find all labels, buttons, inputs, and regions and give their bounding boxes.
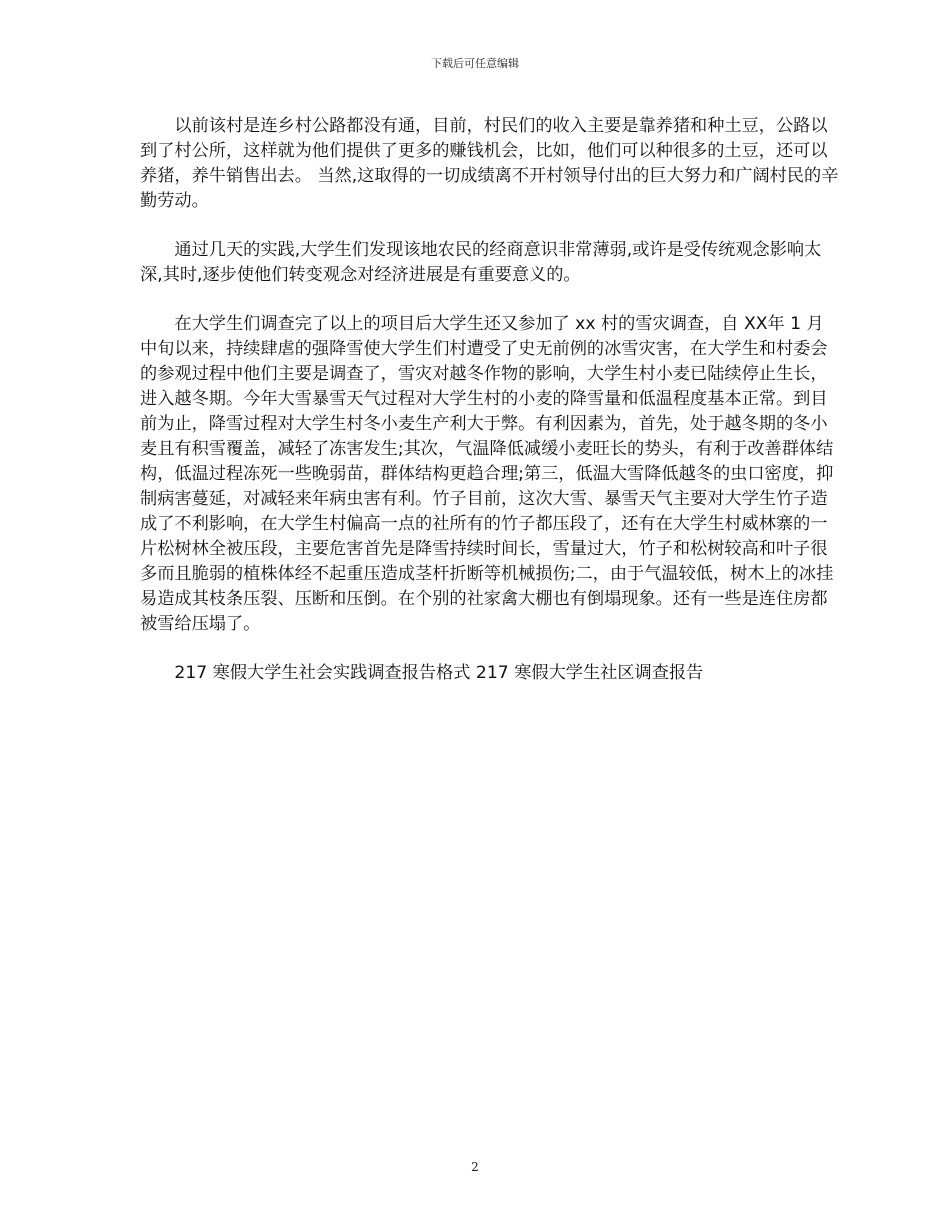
page-number: 2 xyxy=(471,1160,479,1174)
document-body xyxy=(140,114,840,710)
paragraph-business-awareness: 通过几天的实践,大学生们发现该地农民的经商意识非常薄弱,或许是受传统观念影响太深,其时,逐步使他们转变观念对经济进展是有重要意义的。 xyxy=(140,240,822,285)
paragraph-snow-disaster: 在大学生们调查完了以上的项目后大学生还又参加了 xx 村的雪灾调查，自 XX年 1 月中旬以来，持续肆虐的强降雪使大学生们村遭受了史无前例的冰雪灾害，在大学生和村委会的参观过程中他们主要是调查了，雪灾对越冬作物的影响，大学生村小麦已陆续停止生长，进入越冬期。今年大雪暴雪天气过程对大学生村的小麦的降雪量和低温程度基本正常。到目前为止，降雪过程对大学生村冬小麦生产利大于弊。有利因素为，首先，处于越冬期的冬小麦且有积雪覆盖，减轻了冻害发生;其次，气温降低减缓小麦旺长的势头，有利于改善群体结构，低温过程冻死一些晚弱苗，群体结构更趋合理;第三，低温大雪降低越冬的虫口密度，抑制病害蔓延，对减轻来年病虫害有利。竹子目前，这次大雪、暴雪天气主要对大学生竹子造成了不利影响，在大学生村偏高一点的社所有的竹子都压段了，还有在大学生村威林寨的一片松树林全被压段，主要危害首先是降雪持续时间长，雪量过大，竹子和松树较高和叶子很多而且脆弱的植株体经不起重压造成茎杆折断等机械损伤;二，由于气温较低，树木上的冰挂易造成其枝条压裂、压断和压倒。在个别的社家禽大棚也有倒塌现象。还有一些是连住房都被雪给压塌了。 xyxy=(140,314,834,634)
paragraph-report-title: 217 寒假大学生社会实践调查报告格式 217 寒假大学生社区调查报告 xyxy=(174,663,704,683)
page-header: 下载后可任意编辑 xyxy=(431,57,519,70)
paragraph-village-income: 以前该村是连乡村公路都没有通，目前，村民们的收入主要是靠养猪和种土豆，公路以到了村公所，这样就为他们提供了更多的赚钱机会，比如，他们可以种很多的土豆，还可以养猪，养牛销售出去。 当然,这取得的一切成绩离不开村领导付出的巨大努力和广阔村民的辛勤劳动。 xyxy=(140,116,839,211)
